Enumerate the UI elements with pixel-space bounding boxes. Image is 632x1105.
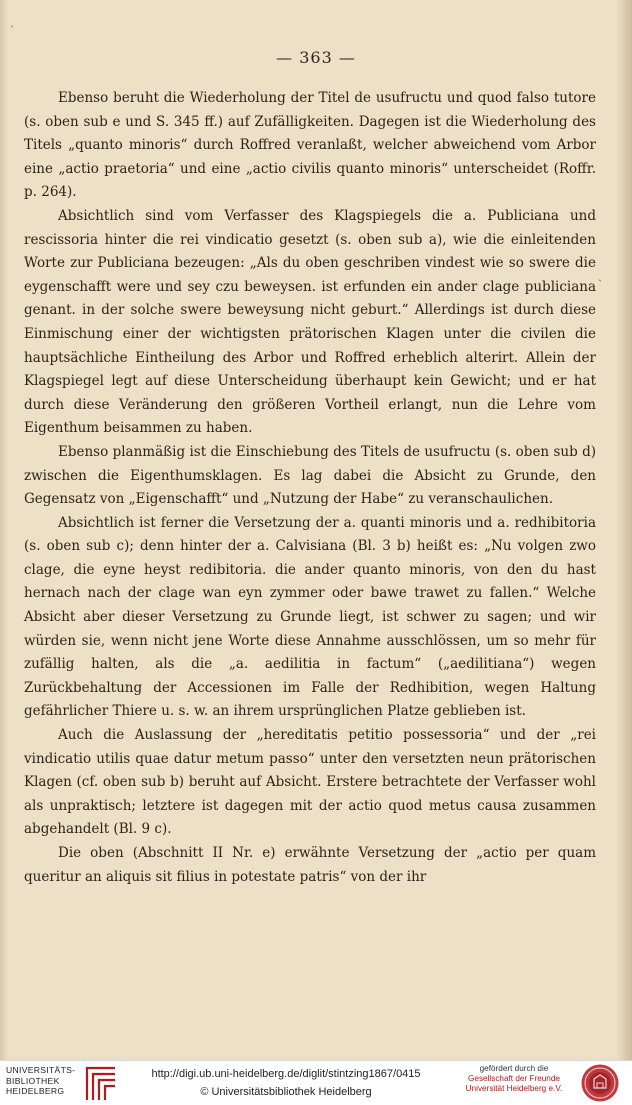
body-text xyxy=(24,87,596,889)
university-seal-icon[interactable] xyxy=(580,1063,620,1103)
library-name-line: BIBLIOTHEK xyxy=(6,1075,60,1086)
sponsor-line: Universität Heidelberg e.V. xyxy=(465,1084,563,1093)
paragraph: Absichtlich ist ferner die Versetzung der a. quanti minoris und a. redhibitoria (s. oben sub c); denn hinter der a. Calvisiana (Bl. 3 b) heißt es: „Nu volgen zwo clage, die eyne heyst redibitoria. die ander quanto minoris, von den du hast hernach nach der clage wan eyn zymmer oder bawe trawet zu fallen.“ Welche Absicht aber dieser Versetzung zu Grunde liegt, ist schwer zu sagen; und wir würden sie, wenn nicht jene Worte diese Annahme ausschlössen, um so mehr für zufällig halten, als die „a. aedilitia in factum“ („aedilitiana“) wegen Zurückbehaltung der Accessionen im Falle der Redhibition, wegen Haltung gefährlicher Thiere u. s. w. an ihrem ursprünglichen Platze geblieben ist. xyxy=(24,514,596,720)
copyright-notice: © Universitätsbibliothek Heidelberg xyxy=(200,1086,372,1098)
library-logo-icon[interactable] xyxy=(84,1064,118,1102)
paragraph: Auch die Auslassung der „hereditatis petitio possessoria“ und der „rei vindicatio utilis quae datur metum passo“ unter den versetzten neun prätorischen Klagen (cf. oben sub b) beruht auf Absicht. Erstere betrachtete der Verfasser wohl als unpraktisch; letztere ist dagegen mit der actio quod metus causa zusammen abgehandelt (Bl. 9 c). xyxy=(24,727,596,838)
paragraph: Absichtlich sind vom Verfasser des Klagspiegels die a. Publiciana und rescissoria hinter die rei vindicatio gesetzt (s. oben sub a), wie die einleitenden Worte zur Publiciana bezeugen: „Als du oben geschriben vindest wie so swere die eygenschafft were und sey czu beweysen. ist erfunden ein ander clage publiciana genant. in der solche swere beweysung nicht geburt.“ Allerdings ist durch diese Einmischung einer der wichtigsten prätorischen Klagen unter die civilen die hauptsächliche Eintheilung des Arbor und Roffred erheblich alterirt. Allein der Klagspiegel legt auf diese Unterscheidung überhaupt kein Gewicht; und er hat durch diese Veränderung den größeren Vortheil erlangt, nun die Lehre vom Eigenthum beisammen zu haben. xyxy=(24,207,596,437)
paragraph: Ebenso beruht die Wiederholung der Titel de usufructu und quod falso tutore (s. oben sub e und S. 345 ff.) auf Zufälligkeiten. Dagegen ist die Wiederholung des Titels „quanto minoris“ durch Roffred veranlaßt, welcher abweichend vom Arbor eine „actio praetoria“ und eine „actio civilis quanto minoris“ unterscheidet (Roffr. p. 264). xyxy=(24,90,596,201)
scan-mark: ˎ xyxy=(10,14,14,28)
page-edge-shadow xyxy=(616,0,632,1060)
scan-mark: ˎ xyxy=(598,268,602,282)
paragraph: Die oben (Abschnitt II Nr. e) erwähnte Versetzung der „actio per quam queritur an aliquis sit filius in potestate patris“ von der ihr xyxy=(24,845,596,885)
permalink-url[interactable]: http://digi.ub.uni-heidelberg.de/diglit/stintzing1867/0415 xyxy=(151,1068,421,1080)
paragraph: Ebenso planmäßig ist die Einschiebung des Titels de usufructu (s. oben sub d) zwischen die Eigenthumsklagen. Es lag dabei die Absicht zu Grunde, den Gegensatz von „Eigenschafft“ und „Nutzung der Habe“ zu veranschaulichen. xyxy=(24,443,596,508)
sponsor-notice xyxy=(454,1064,574,1094)
viewer-footer xyxy=(0,1060,632,1105)
library-name[interactable] xyxy=(6,1065,86,1097)
page-number: — 363 — xyxy=(276,48,356,67)
sponsor-line: gefördert durch die xyxy=(479,1064,549,1073)
library-name-line: HEIDELBERG xyxy=(6,1086,65,1096)
sponsor-line: Gesellschaft der Freunde xyxy=(468,1074,560,1083)
page-gutter-shadow xyxy=(0,0,8,1060)
library-name-line: UNIVERSITÄTS- xyxy=(6,1065,76,1075)
